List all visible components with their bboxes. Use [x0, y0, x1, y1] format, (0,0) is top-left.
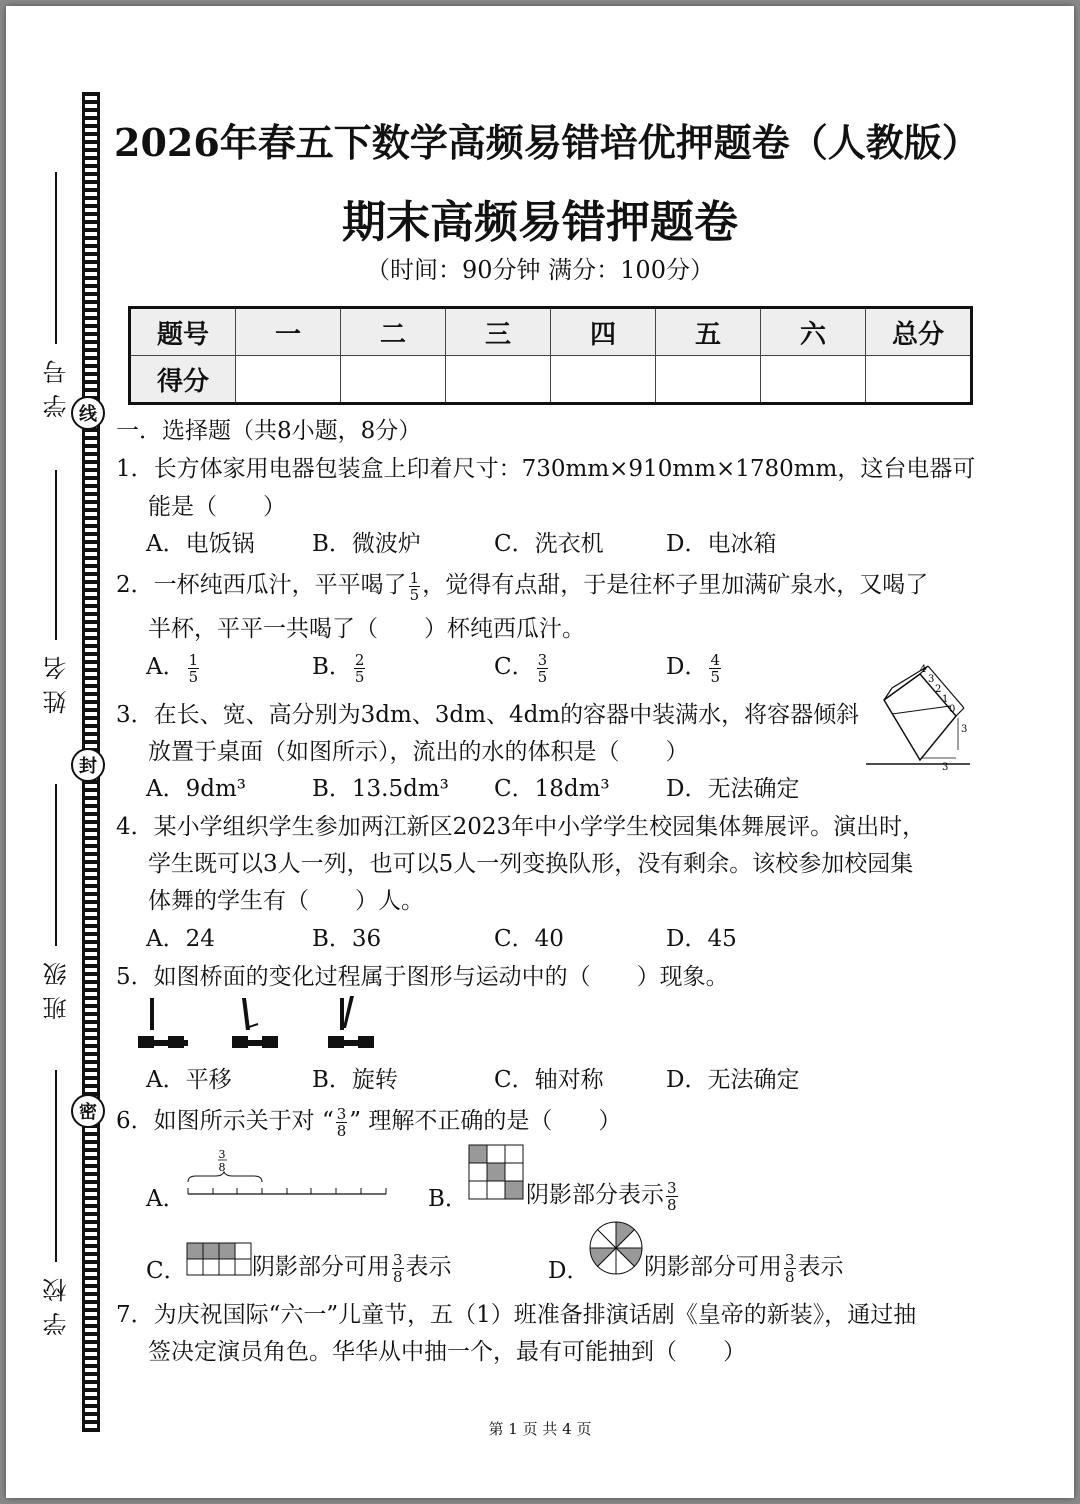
- fraction: $\frac{1}{5}$: [409, 568, 420, 604]
- seal-circle-line: 线: [71, 396, 105, 430]
- tilted-container-figure: [862, 664, 974, 772]
- q1-option-b[interactable]: B．微波炉: [312, 531, 421, 557]
- table-cell: 总分: [866, 308, 972, 356]
- exam-time-info: （时间：90分钟 满分：100分）: [366, 256, 714, 284]
- figure-label: 3: [961, 724, 968, 735]
- page-number: 第 1 页 共 4 页: [488, 1420, 592, 1438]
- bridge-state-3: [328, 996, 374, 1048]
- question-4-line1: 4．某小学组织学生参加两江新区2023年中小学学生校园集体舞展评。演出时，: [116, 814, 926, 840]
- score-input-cell[interactable]: [656, 356, 761, 404]
- exam-title: 2026年春五下数学高频易错培优押题卷（人教版）: [114, 120, 980, 165]
- table-cell: 四: [551, 308, 656, 356]
- score-table: [128, 306, 973, 405]
- q2-option-a[interactable]: A． $\frac{1}{5}$: [146, 650, 199, 686]
- question-7-line2: 签决定演员角色。华华从中抽一个，最有可能抽到（ ）: [148, 1339, 746, 1365]
- question-5-line1: 5．如图桥面的变化过程属于图形与运动中的（ ）现象。: [116, 964, 729, 990]
- score-table-score-row: [130, 356, 972, 404]
- score-input-cell[interactable]: [551, 356, 656, 404]
- q3-option-d[interactable]: D．无法确定: [666, 776, 800, 802]
- name-field[interactable]: [40, 470, 72, 714]
- q4-option-b[interactable]: B．36: [312, 926, 382, 952]
- q2-option-c[interactable]: C． $\frac{3}{5}$: [494, 650, 548, 686]
- q5-option-d[interactable]: D．无法确定: [666, 1067, 800, 1093]
- bridge-state-1: [138, 998, 188, 1048]
- q6-bar-figure: [186, 1242, 252, 1276]
- student-id-label: 学号: [42, 350, 71, 418]
- exam-subtitle: 期末高频易错押题卷: [342, 197, 738, 248]
- figure-label: 0: [949, 704, 956, 715]
- q4-option-c[interactable]: C．40: [494, 926, 564, 952]
- score-input-cell[interactable]: [446, 356, 551, 404]
- table-cell: 三: [446, 308, 551, 356]
- q5-option-a[interactable]: A．平移: [146, 1067, 232, 1093]
- bridge-state-2: [232, 998, 278, 1048]
- question-1-line2: 能是（ ）: [148, 494, 286, 520]
- q6-option-d-text: 阴影部分可用 $\frac{3}{8}$ 表示: [644, 1250, 844, 1286]
- class-field[interactable]: [40, 784, 72, 1020]
- q2-option-b[interactable]: B． $\frac{2}{5}$: [312, 650, 365, 686]
- table-cell: 得分: [130, 356, 236, 404]
- figure-label: 2: [935, 684, 942, 695]
- score-table-header-row: [130, 308, 972, 356]
- q5-option-b[interactable]: B．旋转: [312, 1067, 398, 1093]
- figure-label: 3: [928, 674, 935, 685]
- score-input-cell[interactable]: [341, 356, 446, 404]
- bridge-figure: [136, 994, 386, 1054]
- q1-option-a[interactable]: A．电饭锅: [146, 531, 255, 557]
- figure-label: 4: [920, 664, 927, 675]
- question-1-line1: 1．长方体家用电器包装盒上印着尺寸：730mm×910mm×1780mm，这台电器可: [116, 456, 976, 482]
- brace-fraction-denominator: 8: [218, 1161, 226, 1174]
- question-3-line1: 3．在长、宽、高分别为3dm、3dm、4dm的容器中装满水，将容器倾斜: [116, 702, 860, 728]
- figure-label: 1: [942, 694, 949, 705]
- figure-label: 3: [942, 762, 949, 772]
- school-field[interactable]: [40, 1070, 72, 1336]
- q6-option-b-text: 阴影部分表示 $\frac{3}{8}$: [526, 1178, 677, 1214]
- seal-circle-seal: 封: [71, 748, 105, 782]
- brace-fraction-numerator: 3: [218, 1148, 226, 1161]
- question-2-line1: 2．一杯纯西瓜汁，平平喝了 $\frac{1}{5}$ ，觉得有点甜，于是往杯子里加满矿泉水，又喝了: [116, 568, 929, 604]
- score-input-cell[interactable]: [761, 356, 866, 404]
- q1-option-c[interactable]: C．洗衣机: [494, 531, 604, 557]
- q4-option-a[interactable]: A．24: [146, 926, 215, 952]
- table-cell: 五: [656, 308, 761, 356]
- q2-option-d[interactable]: D． $\frac{4}{5}$: [666, 650, 720, 686]
- section-heading: 一．选择题（共8小题，8分）: [116, 418, 422, 444]
- q6-circle-figure: [588, 1220, 644, 1276]
- question-7-line1: 7．为庆祝国际“六一”儿童节，五（1）班准备排演话剧《皇帝的新装》，通过抽: [116, 1302, 917, 1328]
- question-2-line2: 半杯，平平一共喝了（ ）杯纯西瓜汁。: [148, 616, 585, 642]
- q6-number-line-figure: [186, 1146, 390, 1202]
- q6-option-b-label[interactable]: B．: [428, 1186, 468, 1212]
- q3-option-a[interactable]: A．9dm³: [146, 776, 246, 802]
- class-label: 班级: [42, 952, 71, 1020]
- school-label: 学校: [42, 1268, 71, 1336]
- score-input-cell[interactable]: [236, 356, 341, 404]
- q1-option-d[interactable]: D．电冰箱: [666, 531, 777, 557]
- table-cell: 题号: [130, 308, 236, 356]
- table-cell: 二: [341, 308, 446, 356]
- q6-grid-figure: [468, 1144, 524, 1200]
- q5-option-c[interactable]: C．轴对称: [494, 1067, 604, 1093]
- question-3-line2: 放置于桌面（如图所示），流出的水的体积是（ ）: [148, 739, 689, 765]
- q6-option-c-label[interactable]: C．: [146, 1258, 187, 1284]
- name-label: 姓名: [42, 646, 71, 714]
- q3-option-c[interactable]: C．18dm³: [494, 776, 610, 802]
- question-6-line1: 6．如图所示关于对 “ $\frac{3}{8}$ ” 理解不正确的是（ ）: [116, 1104, 622, 1140]
- table-cell: 六: [761, 308, 866, 356]
- q6-option-a-label[interactable]: A．: [146, 1186, 186, 1212]
- question-4-line2: 学生既可以3人一列，也可以5人一列变换队形，没有剩余。该校参加校园集: [148, 851, 914, 877]
- score-input-cell[interactable]: [866, 356, 972, 404]
- seal-circle-secret: 密: [71, 1094, 105, 1128]
- q3-option-b[interactable]: B．13.5dm³: [312, 776, 449, 802]
- table-cell: 一: [236, 308, 341, 356]
- q4-option-d[interactable]: D．45: [666, 926, 737, 952]
- q6-option-c-text: 阴影部分可用 $\frac{3}{8}$ 表示: [252, 1250, 452, 1286]
- q6-option-d-label[interactable]: D．: [548, 1258, 590, 1284]
- question-4-line3: 体舞的学生有（ ）人。: [148, 888, 424, 914]
